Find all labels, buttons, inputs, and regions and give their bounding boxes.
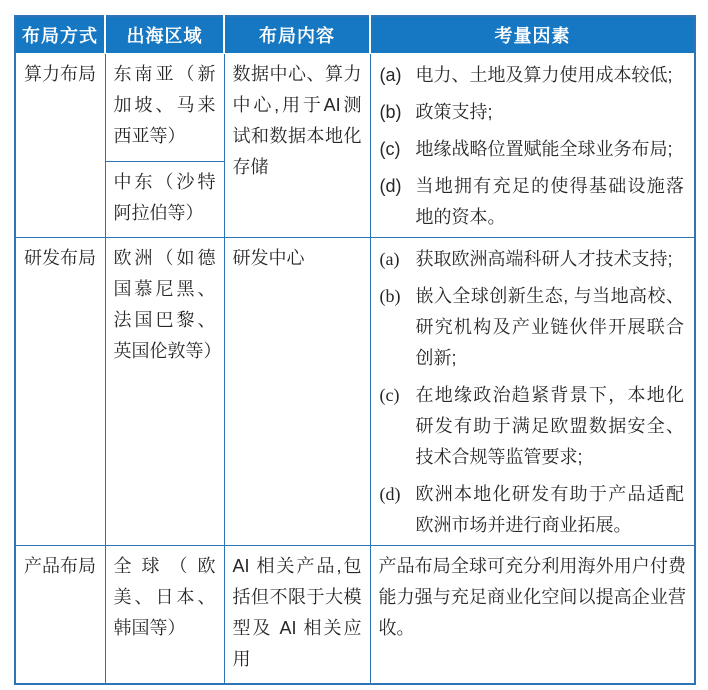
table-row-product xyxy=(15,545,695,684)
cell-method-rnd: 研发布局 xyxy=(15,237,105,545)
list-marker: (c) xyxy=(379,138,401,159)
list-text: 欧洲本地化研发有助于产品适配欧洲市场并进行商业拓展。 xyxy=(415,483,684,535)
list-text: 政策支持; xyxy=(415,101,493,122)
list-text: 在地缘政治趋紧背景下，本地化研发有助于满足欧盟数据安全、技术合规等监管要求; xyxy=(415,384,684,467)
list-item xyxy=(380,97,685,128)
header-layout-method: 布局方式 xyxy=(15,16,105,53)
list-text: 电力、土地及算力使用成本较低; xyxy=(415,64,673,85)
list-item xyxy=(380,60,685,91)
header-layout-content: 布局内容 xyxy=(224,16,370,53)
list-text: 当地拥有充足的使得基础设施落地的资本。 xyxy=(415,175,684,227)
cell-method-computing: 算力布局 xyxy=(15,53,105,237)
header-row xyxy=(15,16,695,53)
list-item xyxy=(380,281,685,374)
list-marker: (b) xyxy=(379,101,402,122)
list-text: 嵌入全球创新生态, 与当地高校、研究机构及产业链伙伴开展联合创新; xyxy=(415,285,684,368)
cell-method-product: 产品布局 xyxy=(15,545,105,684)
list-item xyxy=(380,380,685,473)
list-item xyxy=(380,479,685,541)
layout-table-container xyxy=(14,15,696,685)
cell-content-product: AI 相关产品,包括但不限于大模型及 AI 相关应用 xyxy=(224,545,370,684)
list-text: 获取欧洲高端科研人才技术支持; xyxy=(415,248,673,269)
cell-region-global: 全球（欧美、日本、韩国等） xyxy=(105,545,224,684)
cell-region-europe: 欧洲（如德国慕尼黑、法国巴黎、英国伦敦等） xyxy=(105,237,224,545)
list-marker: (a) xyxy=(379,64,402,85)
cell-region-middle-east: 中东（沙特阿拉伯等） xyxy=(105,161,224,237)
header-overseas-region: 出海区域 xyxy=(105,16,224,53)
table-row-rnd xyxy=(15,237,695,545)
list-marker: (b) xyxy=(379,285,401,306)
list-marker: (d) xyxy=(379,483,401,504)
table-row-computing-a xyxy=(15,53,695,161)
cell-factors-product: 产品布局全球可充分利用海外用户付费能力强与充足商业化空间以提高企业营收。 xyxy=(370,545,695,684)
list-text: 地缘战略位置赋能全球业务布局; xyxy=(415,138,673,159)
cell-factors-computing xyxy=(370,53,695,237)
header-considerations: 考量因素 xyxy=(370,16,695,53)
list-item xyxy=(380,244,685,275)
cell-content-computing: 数据中心、算力中心,用于AI测试和数据本地化存储 xyxy=(224,53,370,237)
list-marker: (d) xyxy=(379,175,402,196)
cell-content-rnd: 研发中心 xyxy=(224,237,370,545)
list-marker: (a) xyxy=(379,248,400,269)
cell-factors-rnd xyxy=(370,237,695,545)
overseas-layout-table xyxy=(14,15,696,685)
cell-region-southeast-asia: 东南亚（新加坡、马来西亚等） xyxy=(105,53,224,161)
list-marker: (c) xyxy=(379,384,400,405)
list-item xyxy=(380,171,685,233)
list-item xyxy=(380,134,685,165)
